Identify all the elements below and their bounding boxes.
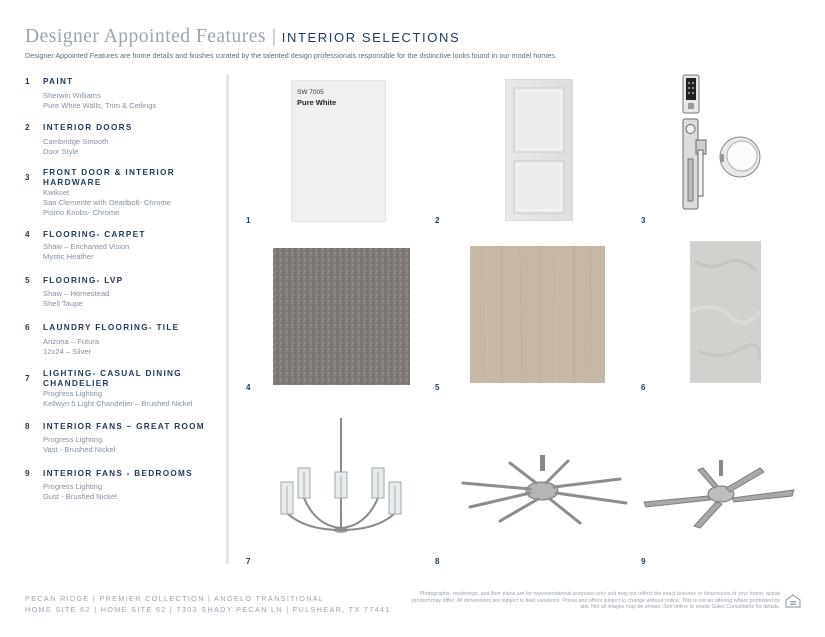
footer-disclaimer: Photographs, renderings, and floor plans are for representational purposes only and may not reflect the exact features or dimensions of your home; actual product may differ. All dimensions are subject to field variations. Prices and offers subject to change without notice. This is not an offering where prohibited by law. Not all images may be shown. See online or onsite Sales Consultants for details.	[412, 591, 780, 610]
image-label: 4	[246, 383, 251, 392]
item-detail: San Clemente with Deadbolt- Chrome	[43, 198, 171, 207]
item-title-line: LIGHTING- CASUAL DINING	[43, 369, 182, 378]
door-hardware-image	[680, 74, 770, 214]
tile-sample-image	[690, 241, 761, 383]
item-number: 8	[25, 422, 30, 431]
item-detail: Kwikset	[43, 188, 70, 197]
image-label: 3	[641, 216, 646, 225]
footer-community	[25, 593, 391, 615]
item-title: FLOORING- LVP	[43, 276, 124, 285]
item-title	[43, 168, 218, 188]
item-detail: Progress Lighting	[43, 389, 103, 398]
great-room-fan-image	[460, 455, 630, 525]
page-header	[25, 26, 460, 48]
column-divider	[226, 74, 229, 564]
item-number: 1	[25, 77, 30, 86]
item-detail: Door Style	[43, 147, 79, 156]
section-title: INTERIOR SELECTIONS	[281, 30, 461, 45]
item-number: 9	[25, 469, 30, 478]
paint-swatch	[291, 80, 386, 222]
item-detail: Pure White Walls, Trim & Ceilings	[43, 101, 157, 110]
item-detail: Shell Taupe	[43, 299, 83, 308]
item-detail: Arizona – Futura	[43, 337, 100, 346]
image-label: 8	[435, 557, 440, 566]
item-title: INTERIOR DOORS	[43, 123, 133, 132]
item-detail: Progress Lighting	[43, 435, 103, 444]
image-label: 7	[246, 557, 251, 566]
item-title: LAUNDRY FLOORING- TILE	[43, 323, 180, 332]
item-title-line: HARDWARE	[43, 178, 102, 187]
swatch-code: SW 7005	[297, 89, 324, 96]
item-number: 6	[25, 323, 30, 332]
image-label: 9	[641, 557, 646, 566]
title-separator: |	[271, 26, 276, 47]
image-label: 2	[435, 216, 440, 225]
chandelier-image	[276, 418, 406, 548]
item-detail: Mystic Heather	[43, 252, 94, 261]
item-number: 2	[25, 123, 30, 132]
item-title	[43, 369, 218, 389]
item-number: 4	[25, 230, 30, 239]
footer-line-1: PECAN RIDGE | PREMIER COLLECTION | ANGELO TRANSITIONAL	[25, 594, 325, 603]
bedroom-fan-image	[642, 460, 797, 530]
interior-door-image	[505, 79, 573, 221]
swatch-name: Pure White	[297, 98, 337, 107]
item-detail: Gust - Brushed Nickel	[43, 492, 117, 501]
item-title-line: CHANDELIER	[43, 379, 110, 388]
item-number: 5	[25, 276, 30, 285]
carpet-sample-image	[273, 248, 410, 385]
image-label: 1	[246, 216, 251, 225]
item-number: 3	[25, 173, 30, 182]
page-subtitle: Designer Appointed Features are home details and finishes curated by the talented design professionals responsible for the distinctive looks found in our model homes.	[25, 51, 557, 60]
item-detail: Progress Lighting	[43, 482, 103, 491]
item-title: INTERIOR FANS - BEDROOMS	[43, 469, 193, 478]
footer-line-2: HOME SITE 62 | HOME SITE 62 | 7303 SHADY PECAN LN | FULSHEAR, TX 77441	[25, 605, 391, 614]
page-title: Designer Appointed Features	[25, 26, 266, 47]
image-label: 6	[641, 383, 646, 392]
item-title: PAINT	[43, 77, 74, 86]
item-detail: Cambridge Smooth	[43, 137, 109, 146]
item-title: INTERIOR FANS – GREAT ROOM	[43, 422, 205, 431]
item-detail: Shaw – Enchanted Vision	[43, 242, 130, 251]
item-detail: Shaw – Homestead	[43, 289, 110, 298]
equal-housing-icon	[785, 594, 801, 608]
item-detail: Sherwin Williams	[43, 91, 101, 100]
item-detail: 12x24 – Silver	[43, 347, 92, 356]
item-title: FLOORING- CARPET	[43, 230, 146, 239]
item-detail: Vast - Brushed Nickel	[43, 445, 116, 454]
item-number: 7	[25, 374, 30, 383]
lvp-sample-image	[470, 246, 605, 383]
item-detail: Kellwyn 5 Light Chandelier – Brushed Nickel	[43, 399, 193, 408]
image-label: 5	[435, 383, 440, 392]
item-detail: Pismo Knobs- Chrome	[43, 208, 120, 217]
item-title-line: FRONT DOOR & INTERIOR	[43, 168, 175, 177]
